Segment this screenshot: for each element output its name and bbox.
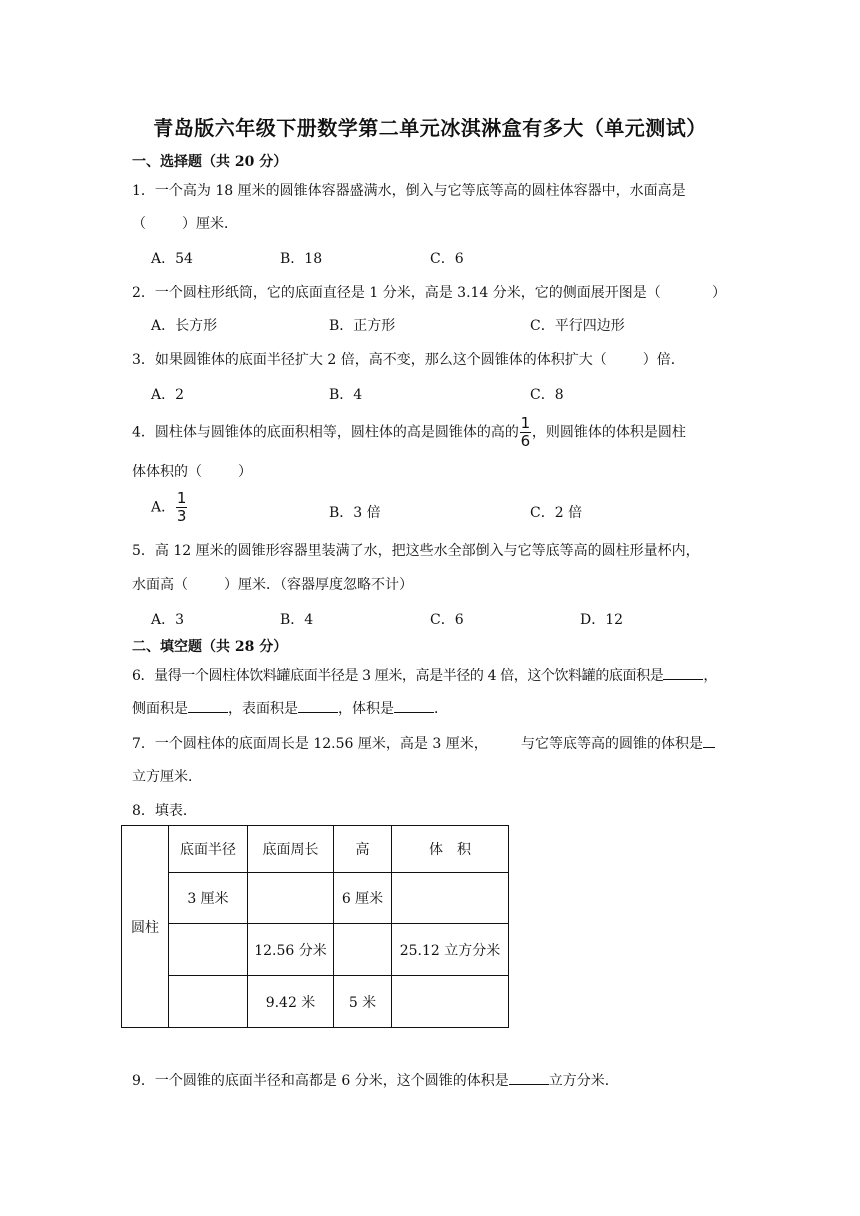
table-cell[interactable] — [169, 976, 248, 1028]
question-9-tail: 立方分米． — [548, 1073, 619, 1089]
question-3-text — [132, 349, 685, 369]
question-6-main: 6．量得一个圆柱体饮料罐底面半径是 3 厘米，高是半径的 4 倍，这个饮料罐的底面积是 — [132, 668, 664, 684]
answer-blank[interactable] — [663, 665, 703, 680]
volume-label: ，体积是 — [338, 701, 394, 717]
answer-blank[interactable] — [703, 733, 715, 748]
question-4-option-c[interactable]: C．2 倍 — [530, 505, 583, 521]
question-6-text-cont — [132, 698, 448, 718]
question-7-text: 7．一个圆柱体的底面周长是 12.56 厘米，高是 3 厘米， — [132, 736, 488, 752]
question-7-main: 与它等底等高的圆锥的体积是 — [521, 736, 703, 752]
question-4-cont: ，则圆锥体的体积是圆柱 — [531, 424, 686, 441]
paren-close: ） — [238, 464, 252, 480]
row-header-cylinder: 圆柱 — [122, 826, 169, 1028]
period: ． — [434, 701, 448, 717]
fraction-numerator: 1 — [176, 489, 187, 507]
question-2-text: 2．一个圆柱形纸筒，它的底面直径是 1 分米，高是 3.14 分米，它的侧面展开图是（ — [132, 285, 661, 301]
question-1-option-c[interactable]: C．6 — [430, 251, 464, 267]
surface-area-label: ，表面积是 — [228, 701, 298, 717]
table-cell: 9.42 米 — [248, 976, 334, 1028]
table-cell: 12.56 分米 — [248, 924, 334, 976]
question-2-paren-close: ） — [712, 285, 726, 301]
question-1-text-cont — [132, 213, 238, 233]
question-2-option-b[interactable]: B．正方形 — [329, 318, 396, 334]
question-2-option-a[interactable]: A．长方形 — [151, 318, 218, 334]
question-4-option-b[interactable]: B．3 倍 — [329, 505, 381, 521]
question-5-option-b[interactable]: B．4 — [280, 612, 314, 628]
header-height: 高 — [334, 826, 392, 873]
table-cell: 5 米 — [334, 976, 392, 1028]
question-4-text-cont — [132, 461, 252, 481]
question-4-line2: 体体积的（ — [132, 464, 202, 480]
fill-table — [121, 825, 509, 1028]
fraction-one-sixth — [520, 415, 531, 450]
comma: ， — [703, 668, 717, 684]
paren-open: （ — [132, 216, 146, 232]
section-heading-choice: 一、选择题（共 20 分） — [132, 154, 288, 170]
table-cell: 6 厘米 — [334, 873, 392, 924]
fraction-one-third — [176, 490, 187, 525]
question-7-text-cont: 立方厘米． — [132, 769, 202, 785]
question-8-label: 8．填表． — [132, 803, 197, 819]
question-3-main: 3．如果圆锥体的底面半径扩大 2 倍，高不变，那么这个圆锥体的体积扩大（ — [132, 352, 607, 368]
question-4-option-a[interactable] — [151, 490, 188, 525]
question-3-option-a[interactable]: A．2 — [151, 387, 185, 403]
table-cell[interactable] — [334, 924, 392, 976]
table-cell[interactable] — [248, 873, 334, 924]
question-2-option-c[interactable]: C．平行四边形 — [530, 318, 625, 334]
question-5-text: 5．高 12 厘米的圆锥形容器里装满了水，把这些水全部倒入与它等底等高的圆柱形量杯内， — [132, 543, 700, 559]
question-3-option-c[interactable]: C．8 — [530, 387, 564, 403]
header-base-radius: 底面半径 — [169, 826, 248, 873]
section-heading-fill: 二、填空题（共 28 分） — [132, 639, 288, 655]
header-base-circumference: 底面周长 — [248, 826, 334, 873]
table-cell[interactable] — [169, 924, 248, 976]
question-3-tail: ）倍． — [642, 352, 685, 368]
question-9-text — [132, 1070, 619, 1090]
answer-blank[interactable] — [188, 698, 228, 713]
question-5-tail: ）厘米．（容器厚度忽略不计） — [224, 577, 413, 593]
header-volume: 体 积 — [392, 826, 509, 873]
answer-blank[interactable] — [509, 1070, 549, 1085]
question-5-line2: 水面高（ — [132, 577, 188, 593]
answer-blank[interactable] — [298, 698, 338, 713]
lateral-area-label: 侧面积是 — [132, 701, 188, 717]
question-5-option-a[interactable]: A．3 — [151, 612, 185, 628]
table-cell[interactable] — [392, 976, 509, 1028]
question-4-text — [132, 415, 686, 450]
question-9-main: 9．一个圆锥的底面半径和高都是 6 分米，这个圆锥的体积是 — [132, 1073, 509, 1089]
question-1-text: 1．一个高为 18 厘米的圆锥体容器盛满水，倒入与它等底等高的圆柱体容器中，水面高是 — [132, 183, 686, 199]
table-cell: 25.12 立方分米 — [392, 924, 509, 976]
option-label: A． — [151, 499, 176, 516]
table-cell: 3 厘米 — [169, 873, 248, 924]
answer-blank[interactable] — [394, 698, 434, 713]
page-title: 青岛版六年级下册数学第二单元冰淇淋盒有多大（单元测试） — [153, 116, 707, 140]
fraction-numerator: 1 — [520, 414, 531, 432]
question-5-option-c[interactable]: C．6 — [430, 612, 464, 628]
question-1-option-a[interactable]: A．54 — [151, 251, 193, 267]
table-cell[interactable] — [392, 873, 509, 924]
question-1-tail: ）厘米． — [182, 216, 238, 232]
question-1-option-b[interactable]: B．18 — [280, 251, 323, 267]
question-5-option-d[interactable]: D．12 — [580, 612, 624, 628]
question-3-option-b[interactable]: B．4 — [329, 387, 363, 403]
question-6-text — [132, 665, 717, 685]
question-7-text-b — [521, 733, 715, 753]
question-5-text-cont — [132, 574, 413, 594]
fraction-denominator: 6 — [520, 432, 531, 450]
fraction-denominator: 3 — [176, 507, 187, 525]
question-4-main: 4．圆柱体与圆锥体的底面积相等，圆柱体的高是圆锥体的高的 — [132, 424, 519, 441]
